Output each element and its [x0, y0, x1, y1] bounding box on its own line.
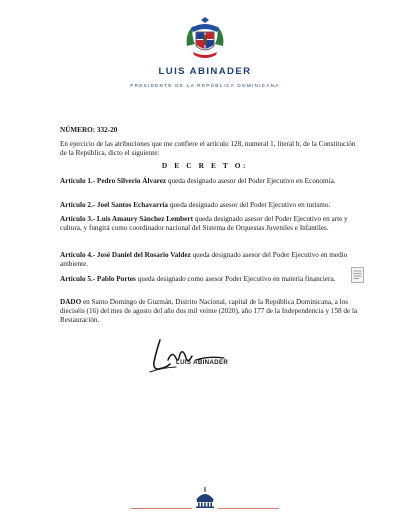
article-text: queda designado asesor del Poder Ejecutivo en turismo.	[168, 201, 331, 209]
article-2	[60, 201, 360, 210]
footer-emblem-icon	[193, 486, 217, 508]
signature-name: LUIS ABINADER	[176, 359, 229, 366]
handwritten-signature	[146, 336, 242, 376]
footer-divider-right	[218, 508, 279, 509]
article-label: Artículo 4.- José Daniel del Rosario Valdez	[60, 251, 191, 259]
article-5	[60, 275, 370, 284]
article-text: queda designado asesor del Poder Ejecutivo en medio ambiente.	[60, 251, 348, 269]
article-label: Artículo 3.- Luis Amaury Sánchez Lembert	[60, 215, 193, 223]
dado-paragraph	[60, 298, 360, 326]
article-label: Artículo 5.- Pablo Portes	[60, 275, 136, 283]
article-text: queda designado asesor del Poder Ejecutivo en Economía.	[166, 177, 336, 185]
header-name: LUIS ABINADER	[158, 66, 252, 77]
article-4	[60, 251, 360, 269]
article-3	[60, 215, 360, 233]
coat-of-arms-icon	[181, 16, 229, 64]
article-text: queda designado como asesor Poder Ejecutivo en materia financiera.	[135, 275, 336, 283]
decree-number: NÚMERO: 332-20	[60, 126, 118, 134]
note-icon[interactable]	[351, 267, 364, 283]
header-title: PRESIDENTE DE LA REPÚBLICA DOMINICANA	[130, 83, 280, 88]
decreto-heading: D E C R E T O:	[161, 161, 249, 170]
dado-label: DADO	[60, 298, 82, 306]
dado-text: en Santo Domingo de Guzmán, Distrito Nacional, capital de la República Dominicana, a los dieciséis (16) del mes de agosto del año dos mil veinte (2020), año 177 de la Independencia y 158 de la Restauración.	[60, 298, 358, 325]
article-label: Artículo 2.- Joel Santos Echavarría	[60, 201, 169, 209]
footer-divider-left	[131, 508, 192, 509]
article-label: Artículo 1.- Pedro Silverio Álvarez	[60, 177, 167, 185]
article-text: queda designado asesor del Poder Ejecutivo en arte y cultura, y fungirá como coordinador nacional del Sistema de Orquestas Juveniles e Infantiles.	[60, 215, 348, 233]
article-1	[60, 177, 360, 186]
decree-intro: En ejercicio de las atribuciones que me confiere el artículo 128, numeral 1, literal b, de la Constitución de la República, dicto el siguiente:	[60, 140, 356, 158]
